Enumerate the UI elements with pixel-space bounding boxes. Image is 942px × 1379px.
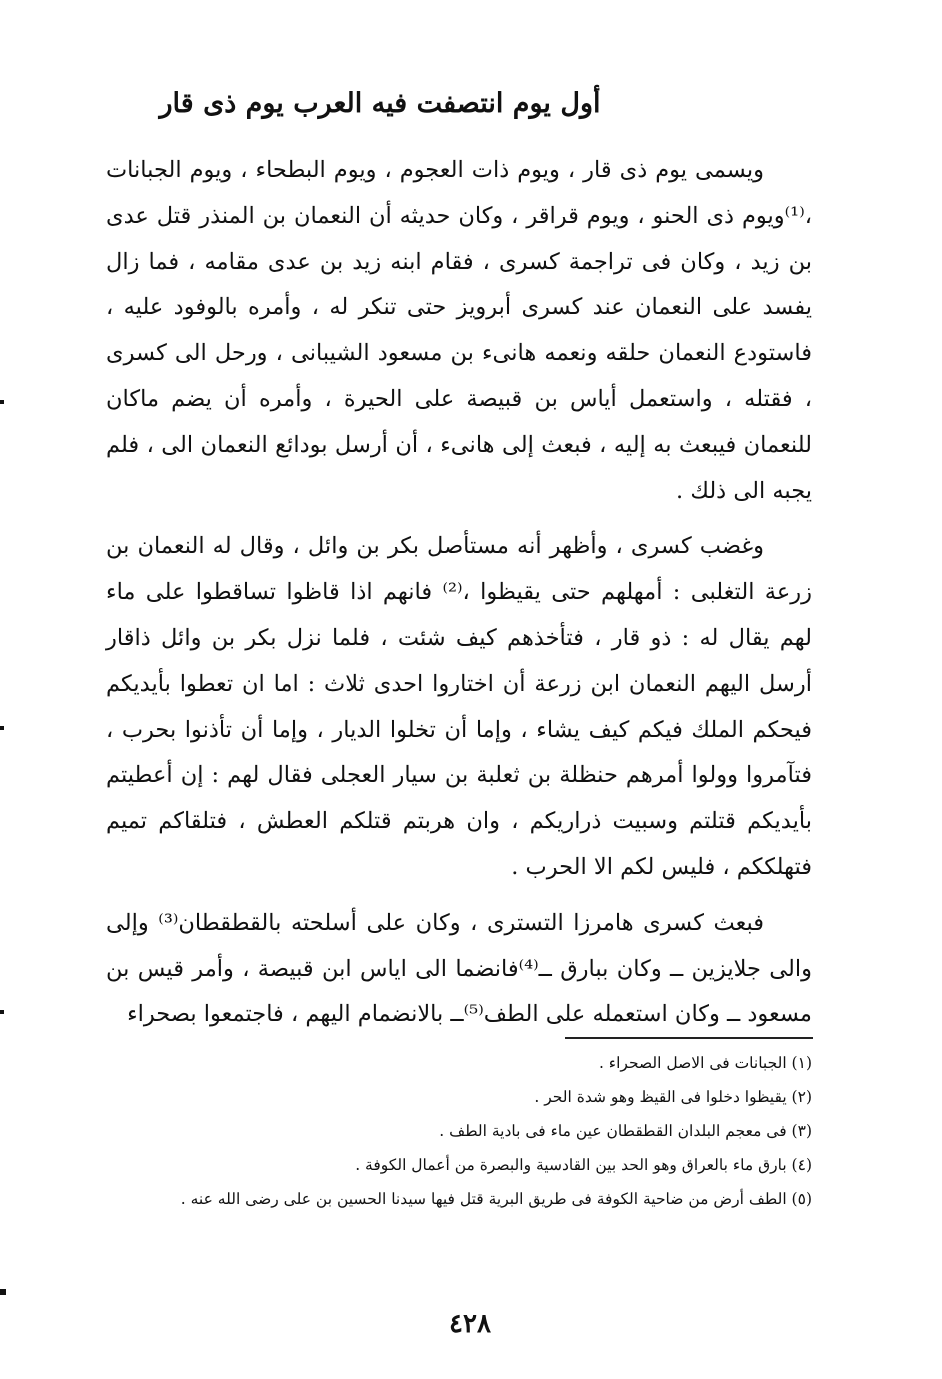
footnote-3: (٣) فى معجم البلدان القطقطان عين ماء فى بادية الطف .	[439, 1122, 812, 1140]
body-text	[106, 148, 812, 1038]
scan-edge-mark	[0, 1289, 6, 1295]
footnote-2: (٢) يقيظوا دخلوا فى القيظ وهو شدة الحر .	[534, 1088, 812, 1106]
paragraph-1: ويسمى يوم ذى قار ، ويوم ذات العجوم ، ويوم البطحاء ، ويوم الجبانات ،⁽¹⁾ويوم ذى الحنو ، ويوم قراقر ، وكان حديثه أن النعمان بن المنذر قتل عدى بن زيد ، وكان فى تراجمة كسرى ، فقام ابنه زيد بن عدى مقامه ، فما زال يفسد على النعمان عند كسرى أبرويز حتى تنكر له ، وأمره بالوفود عليه ، فاستودع النعمان حلقه ونعمه هانىء بن مسعود الشيبانى ، ورحل الى كسرى ، فقتله ، واستعمل أياس بن قبيصة على الحيرة ، وأمره أن يضم ماكان للنعمان فيبعث به إليه ، فبعث إلى هانىء ، أن أرسل بودائع النعمان الى ، فلم يجبه الى ذلك .	[106, 157, 813, 504]
footnote-separator	[565, 1037, 813, 1039]
footnotes-list	[106, 1046, 812, 1216]
paragraph-3: فبعث كسرى هامرزا التسترى ، وكان على أسلحته بالقطقطان⁽³⁾ وإلى والى جلايزين ــ وكان ببارق ــ⁽⁴⁾فانضما الى اياس ابن قبيصة ، وأمر قيس بن مسعود ــ وكان استعمله على الطف⁽⁵⁾ــ بالانضمام اليهم ، فاجتمعوا بصحراء	[106, 909, 813, 1028]
page-number: ٤٢٨	[449, 1309, 491, 1339]
footnote-1: (١) الجبانات فى الاصل الصحراء .	[598, 1054, 812, 1072]
footnote-4: (٤) بارق ماء بالعراق وهو الحد بين القادسية والبصرة من أعمال الكوفة .	[355, 1156, 812, 1174]
scan-edge-mark	[0, 400, 4, 404]
paragraph-2: وغضب كسرى ، وأظهر أنه مستأصل بكر بن وائل ، وقال له النعمان بن زرعة التغلبى : أمهلهم حتى يقيظوا ،⁽²⁾ فانهم اذا قاظوا تساقطوا على ماء لهم يقال له : ذو قار ، فتأخذهم كيف شئت ، فلما نزل بكر بن وائل ذاقار أرسل اليهم النعمان ابن زرعة أن اختاروا احدى ثلاث : اما ان تعطوا بأيديكم فيحكم الملك فيكم كيف يشاء ، وإما أن تخلوا الديار ، وإما أن تأذنوا بحرب ، فتآمروا وولوا أمرهم حنظلة بن ثعلبة بن سيار العجلى فقال لهم : إن أعطيتم بأيديكم قتلتم وسبيت ذراريكم ، وان هربتم قتلكم العطش ، فتلقاكم تميم فتهلككم ، فليس لكم الا الحرب .	[106, 533, 812, 880]
scan-edge-mark	[0, 1010, 4, 1014]
scan-edge-mark	[0, 726, 4, 730]
chapter-title: أول يوم انتصفت فيه العرب يوم ذى قار	[159, 88, 601, 119]
footnote-5: (٥) الطف أرض من ضاحية الكوفة فى طريق البرية قتل فيها سيدنا الحسين بن على رضى الله عنه .	[180, 1190, 812, 1208]
